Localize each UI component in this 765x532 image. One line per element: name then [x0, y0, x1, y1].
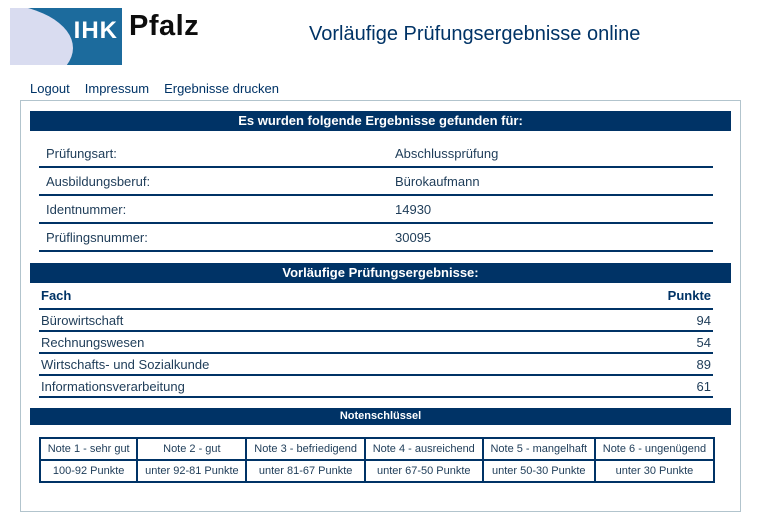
nav-print-results-link[interactable]: Ergebnisse drucken: [164, 81, 279, 96]
grade-range-cell: unter 81-67 Punkte: [246, 460, 364, 482]
candidate-info-table: [39, 140, 713, 252]
results-panel: [20, 100, 741, 512]
logo-region-text: Pfalz: [129, 10, 200, 42]
page-title: Vorläufige Prüfungsergebnisse online: [309, 23, 641, 45]
subject-cell: Wirtschafts- und Sozialkunde: [41, 356, 210, 372]
ihk-logo: [10, 8, 122, 65]
table-row: [39, 354, 713, 376]
table-row: [39, 332, 713, 354]
grade-note-cell: Note 2 - gut: [137, 438, 246, 460]
logo-ihk-text: IHK: [73, 17, 118, 44]
nav-impressum-link[interactable]: Impressum: [84, 81, 150, 96]
info-value: Bürokaufmann: [395, 173, 480, 189]
column-header-subject: Fach: [41, 288, 72, 303]
points-cell: 61: [696, 378, 711, 394]
grade-note-cell: Note 4 - ausreichend: [365, 438, 483, 460]
info-value: Abschlussprüfung: [395, 145, 499, 161]
scores-table: [39, 283, 713, 398]
grade-note-cell: Note 6 - ungenügend: [595, 438, 714, 460]
grade-range-cell: unter 67-50 Punkte: [365, 460, 483, 482]
grading-ranges-row: [40, 460, 714, 482]
grade-range-cell: unter 30 Punkte: [595, 460, 714, 482]
table-row: [39, 168, 713, 196]
info-label: Prüfungsart:: [46, 145, 117, 161]
subject-cell: Informationsverarbeitung: [41, 378, 185, 394]
grading-notes-row: [40, 438, 714, 460]
grade-range-cell: 100-92 Punkte: [40, 460, 137, 482]
info-value: 30095: [395, 229, 432, 245]
grading-key-table: [39, 437, 715, 483]
table-row: [39, 140, 713, 168]
grade-range-cell: unter 50-30 Punkte: [483, 460, 595, 482]
info-label: Identnummer:: [46, 201, 127, 217]
points-cell: 54: [696, 334, 711, 350]
scores-section-header: Vorläufige Prüfungsergebnisse:: [30, 263, 731, 283]
table-row: [39, 196, 713, 224]
info-label: Ausbildungsberuf:: [46, 173, 151, 189]
top-nav: [30, 81, 279, 96]
scores-header-row: [39, 283, 713, 310]
info-label: Prüflingsnummer:: [46, 229, 148, 245]
logo-ellipse-shape: [10, 8, 73, 65]
subject-cell: Bürowirtschaft: [41, 312, 124, 328]
found-results-header: Es wurden folgende Ergebnisse gefunden für:: [30, 111, 731, 131]
nav-logout-link[interactable]: Logout: [30, 81, 70, 96]
subject-cell: Rechnungswesen: [41, 334, 145, 350]
info-value: 14930: [395, 201, 432, 217]
grade-note-cell: Note 1 - sehr gut: [40, 438, 137, 460]
grading-key-header: Notenschlüssel: [30, 408, 731, 425]
points-cell: 89: [696, 356, 711, 372]
column-header-points: Punkte: [667, 288, 711, 303]
table-row: [39, 224, 713, 252]
table-row: [39, 310, 713, 332]
grade-note-cell: Note 3 - befriedigend: [246, 438, 364, 460]
table-row: [39, 376, 713, 398]
grade-range-cell: unter 92-81 Punkte: [137, 460, 246, 482]
grade-note-cell: Note 5 - mangelhaft: [483, 438, 595, 460]
points-cell: 94: [696, 312, 711, 328]
